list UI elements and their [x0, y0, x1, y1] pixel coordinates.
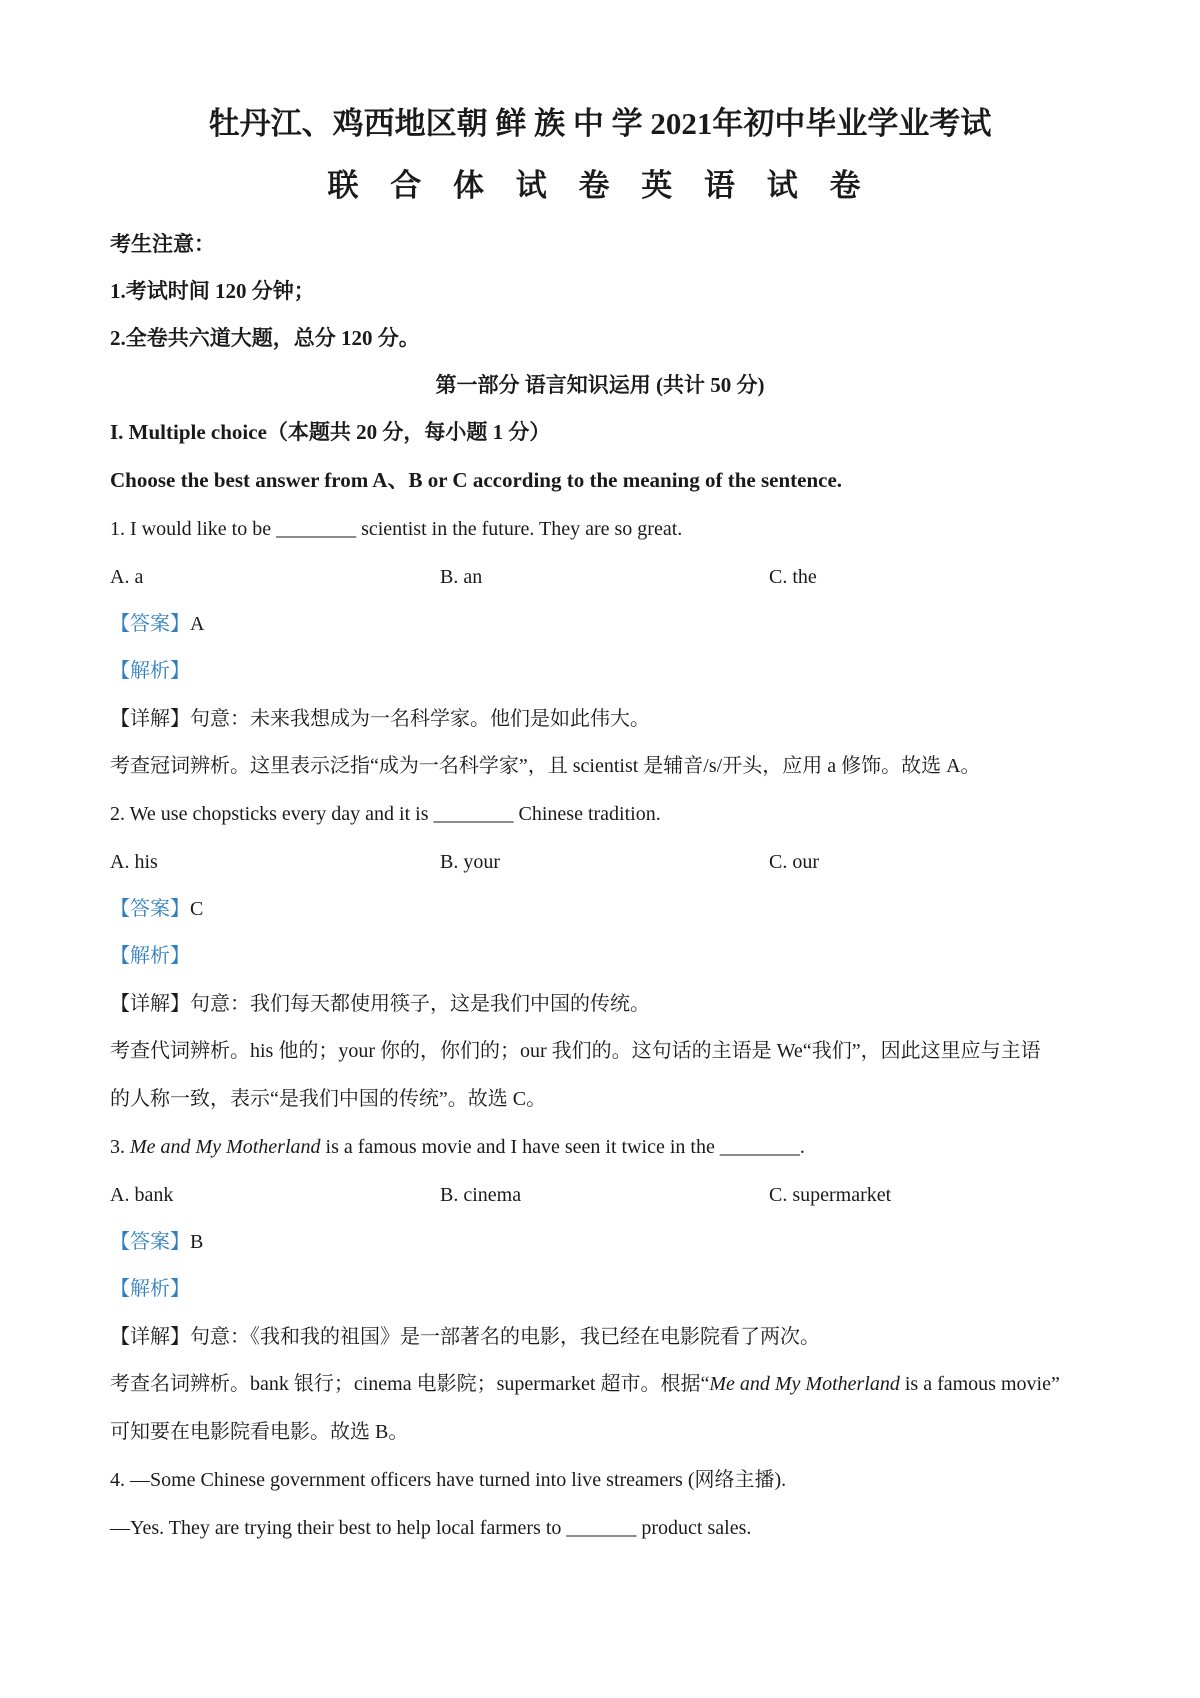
explanation-part: is a famous movie” — [899, 1373, 1060, 1395]
question-number: 3. — [110, 1136, 130, 1158]
movie-title: Me and My Motherland — [130, 1136, 321, 1158]
movie-title: Me and My Motherland — [709, 1373, 900, 1395]
section-heading: 第一部分 语言知识运用 (共计 50 分) — [435, 373, 765, 397]
option-a: A. his — [110, 851, 158, 873]
question-stem-rest: is a famous movie and I have seen it twice in the ________. — [320, 1136, 805, 1158]
question-stem-cont: —Yes. They are trying their best to help local farmers to _______ product sales. — [110, 1517, 752, 1539]
option-b: B. cinema — [440, 1184, 522, 1206]
explanation-text: 考查代词辨析。his 他的；your 你的，你们的；our 我们的。这句话的主语是 We“我们”，因此这里应与主语 — [110, 1040, 1041, 1062]
instruction: Choose the best answer from A、B or C according to the meaning of the sentence. — [110, 468, 843, 492]
answer-line — [110, 895, 1100, 923]
notice-heading: 考生注意： — [110, 232, 215, 256]
answer-tag: 【答案】 — [110, 898, 190, 920]
option-a: A. a — [110, 566, 144, 588]
explanation-text — [110, 1370, 1100, 1398]
detail-text: 【详解】句意：《我和我的祖国》是一部著名的电影，我已经在电影院看了两次。 — [110, 1326, 820, 1348]
option-b: B. your — [440, 851, 500, 873]
answer-value: C — [190, 898, 204, 920]
analysis-tag: 【解析】 — [110, 945, 190, 967]
part-heading: I. Multiple choice（本题共 20 分，每小题 1 分） — [110, 420, 551, 444]
answer-value: B — [190, 1231, 204, 1253]
notice-item: 1.考试时间 120 分钟； — [110, 279, 315, 303]
explanation-part: 考查名词辨析。bank 银行；cinema 电影院；supermarket 超市。根据“ — [110, 1373, 710, 1395]
question-stem: 1. I would like to be ________ scientist in the future. They are so great. — [110, 518, 683, 540]
option-a: A. bank — [110, 1184, 174, 1206]
option-c: C. supermarket — [769, 1184, 892, 1206]
explanation-text-cont: 可知要在电影院看电影。故选 B。 — [110, 1421, 409, 1443]
explanation-text-cont: 的人称一致，表示“是我们中国的传统”。故选 C。 — [110, 1088, 547, 1110]
question-stem: 2. We use chopsticks every day and it is ________ Chinese tradition. — [110, 803, 661, 825]
answer-tag: 【答案】 — [110, 1231, 190, 1253]
detail-text: 【详解】句意：我们每天都使用筷子，这是我们中国的传统。 — [110, 993, 650, 1015]
question-stem — [110, 1133, 1100, 1161]
answer-tag: 【答案】 — [110, 613, 190, 635]
notice-item: 2.全卷共六道大题，总分 120 分。 — [110, 326, 420, 350]
answer-line — [110, 610, 1100, 638]
option-b: B. an — [440, 566, 483, 588]
option-c: C. the — [769, 566, 817, 588]
detail-text: 【详解】句意：未来我想成为一名科学家。他们是如此伟大。 — [110, 708, 650, 730]
analysis-tag: 【解析】 — [110, 660, 190, 682]
answer-value: A — [190, 613, 205, 635]
explanation-text: 考查冠词辨析。这里表示泛指“成为一名科学家”，且 scientist 是辅音/s/开头，应用 a 修饰。故选 A。 — [110, 755, 981, 777]
analysis-tag: 【解析】 — [110, 1278, 190, 1300]
exam-subtitle: 联 合 体 试 卷 英 语 试 卷 — [327, 168, 873, 203]
option-c: C. our — [769, 851, 819, 873]
question-stem: 4. —Some Chinese government officers have turned into live streamers (网络主播). — [110, 1469, 787, 1491]
exam-title: 牡丹江、鸡西地区朝 鲜 族 中 学 2021年初中毕业学业考试 — [208, 106, 992, 141]
answer-line — [110, 1228, 1100, 1256]
